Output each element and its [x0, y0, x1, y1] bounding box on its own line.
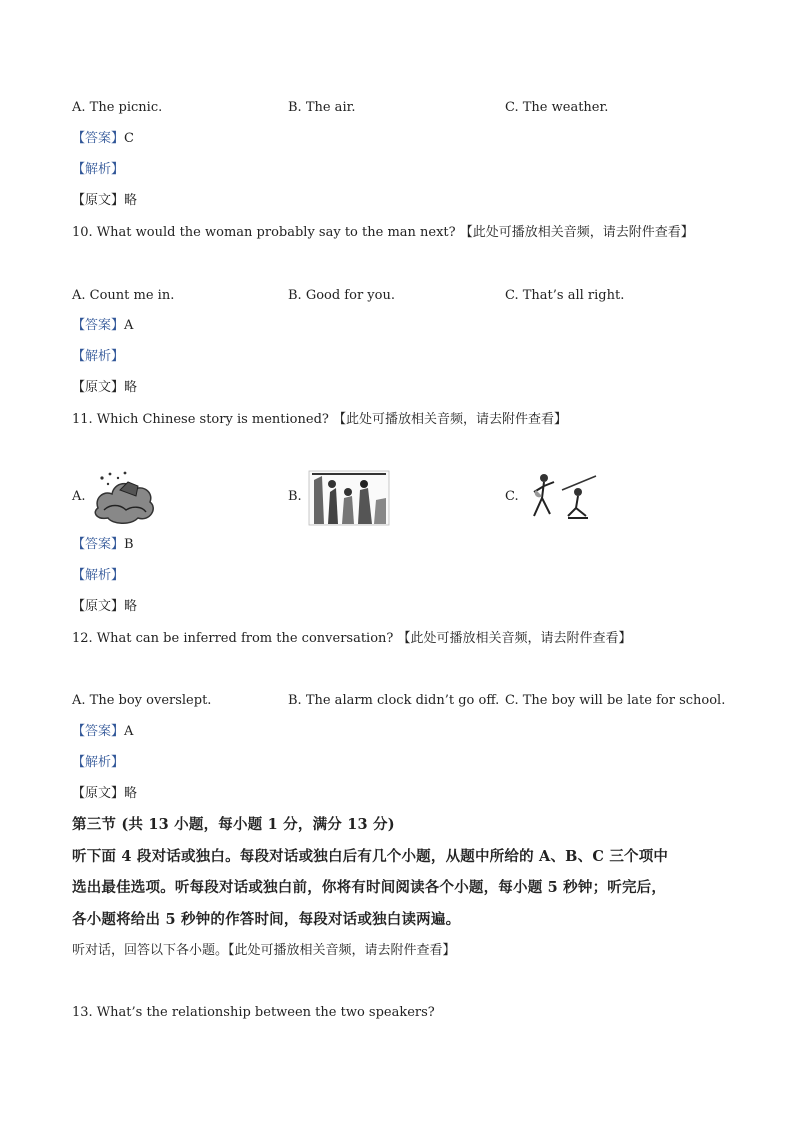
answer-label: 【答案】	[72, 537, 125, 552]
section3-instruction-line1: 听下面 4 段对话或独白。每段对话或独白后有几个小题，从题中所给的 A、B、C 三个项中	[72, 848, 669, 865]
q11-question	[72, 411, 567, 429]
audio-note: 【此处可播放相关音频，请去附件查看】	[459, 225, 694, 240]
answer-label: 【答案】	[72, 724, 125, 739]
question-text: 11. Which Chinese story is mentioned?	[72, 412, 329, 427]
q11-option-c-label: C.	[505, 489, 519, 504]
q12-question	[72, 630, 632, 648]
q12-option-a: A. The boy overslept.	[72, 693, 212, 708]
section3-heading: 第三节 (共 13 小题，每小题 1 分，满分 13 分)	[72, 816, 395, 833]
q11-option-c-image	[522, 470, 600, 526]
original-value: 略	[124, 193, 138, 208]
q9-option-b: B. The air.	[288, 100, 356, 115]
q9-answer	[72, 130, 134, 148]
answer-value: B	[124, 537, 134, 552]
q12-answer	[72, 723, 133, 741]
answer-label: 【答案】	[72, 131, 125, 146]
original-value: 略	[124, 380, 138, 395]
q11-option-a-image	[90, 468, 160, 526]
q10-analysis: 【解析】	[72, 349, 125, 364]
q10-question	[72, 224, 694, 242]
original-label: 【原文】	[72, 599, 125, 614]
original-value: 略	[124, 599, 138, 614]
audio-note: 【此处可播放相关音频，请去附件查看】	[397, 631, 632, 646]
section3-instruction-line3: 各小题将给出 5 秒钟的作答时间，每段对话或独白读两遍。	[72, 911, 461, 928]
section3-instruction-line2: 选出最佳选项。听每段对话或独白前，你将有时间阅读各个小题，每小题 5 秒钟；听完后，	[72, 879, 667, 896]
section3-prompt: 听对话，回答以下各小题。【此处可播放相关音频，请去附件查看】	[72, 943, 456, 958]
q9-original	[72, 192, 137, 210]
original-label: 【原文】	[72, 786, 125, 801]
original-label: 【原文】	[72, 193, 125, 208]
q12-analysis: 【解析】	[72, 755, 125, 770]
q12-option-b: B. The alarm clock didn’t go off.	[288, 693, 500, 708]
audio-note: 【此处可播放相关音频，请去附件查看】	[333, 412, 568, 427]
q9-option-a: A. The picnic.	[72, 100, 163, 115]
q10-option-b: B. Good for you.	[288, 288, 395, 303]
question-text: 10. What would the woman probably say to the man next?	[72, 225, 456, 240]
answer-label: 【答案】	[72, 318, 125, 333]
q11-answer	[72, 536, 134, 554]
q12-original	[72, 785, 137, 803]
q12-option-c: C. The boy will be late for school.	[505, 693, 726, 708]
q11-original	[72, 598, 137, 616]
q11-analysis: 【解析】	[72, 568, 125, 583]
q9-option-c: C. The weather.	[505, 100, 609, 115]
q11-option-b-label: B.	[288, 489, 302, 504]
original-value: 略	[124, 786, 138, 801]
q11-option-b-image	[308, 470, 390, 526]
q10-option-c: C. That’s all right.	[505, 288, 625, 303]
answer-value: C	[124, 131, 134, 146]
q10-original	[72, 379, 137, 397]
answer-value: A	[124, 318, 134, 333]
q10-option-a: A. Count me in.	[72, 288, 175, 303]
question-text: 12. What can be inferred from the conversation?	[72, 631, 394, 646]
q10-answer	[72, 317, 133, 335]
q11-option-a-label: A.	[72, 489, 86, 504]
answer-value: A	[124, 724, 134, 739]
q9-analysis: 【解析】	[72, 162, 125, 177]
original-label: 【原文】	[72, 380, 125, 395]
q13-question: 13. What’s the relationship between the two speakers?	[72, 1005, 435, 1020]
